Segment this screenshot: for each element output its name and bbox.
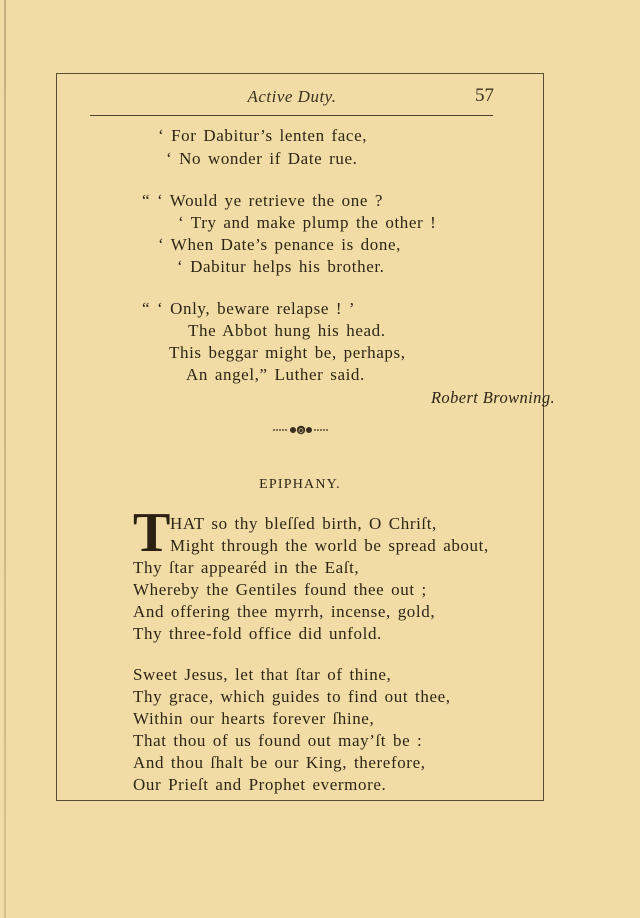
poem-line: “ ‘ Only, beware relapse ! ’	[142, 299, 356, 318]
poem-line: ‘ No wonder if Date rue.	[166, 149, 358, 168]
poem-line: Thy three-fold office did unfold.	[133, 624, 382, 643]
poem-line: Thy ſtar appearéd in the Eaſt,	[133, 558, 360, 577]
poem-line: Might through the world be spread about,	[170, 536, 489, 555]
poem-line: The Abbot hung his head.	[188, 321, 386, 340]
poem-line: Thy grace, which guides to find out thee,	[133, 687, 451, 706]
header-rule	[90, 115, 493, 116]
page-number: 57	[475, 85, 494, 106]
poem-title: EPIPHANY.	[259, 477, 341, 492]
author-signature: Robert Browning.	[430, 388, 555, 407]
running-head	[90, 84, 494, 112]
poem-line: ‘ When Date’s penance is done,	[158, 235, 401, 254]
poem-line: Sweet Jesus, let that ſtar of thine,	[133, 665, 392, 684]
poem-line: ‘ For Dabitur’s lenten face,	[158, 126, 368, 145]
poem-line: “ ‘ Would ye retrieve the one ?	[142, 191, 383, 210]
poem-line: This beggar might be, perhaps,	[169, 343, 406, 362]
poem-line: And thou ſhalt be our King, therefore,	[133, 753, 426, 772]
poem-line: Within our hearts forever ſhine,	[133, 709, 375, 728]
poem-line: ‘ Try and make plump the other !	[178, 213, 437, 232]
poem-line: That thou of us found out may’ſt be :	[133, 731, 423, 750]
drop-cap: T	[133, 502, 171, 564]
poem-line: HAT so thy bleſſed birth, O Chriſt,	[170, 514, 437, 533]
running-title: Active Duty.	[247, 87, 337, 106]
poem-line: And offering thee myrrh, incense, gold,	[133, 602, 436, 621]
ornament-divider-icon	[272, 423, 330, 437]
poem-line: Whereby the Gentiles found thee out ;	[133, 580, 427, 599]
book-spine-edge	[4, 0, 6, 918]
poem-line: An angel,” Luther said.	[186, 365, 365, 384]
poem-line: Our Prieſt and Prophet evermore.	[133, 775, 387, 794]
poem-line: ‘ Dabitur helps his brother.	[177, 257, 385, 276]
